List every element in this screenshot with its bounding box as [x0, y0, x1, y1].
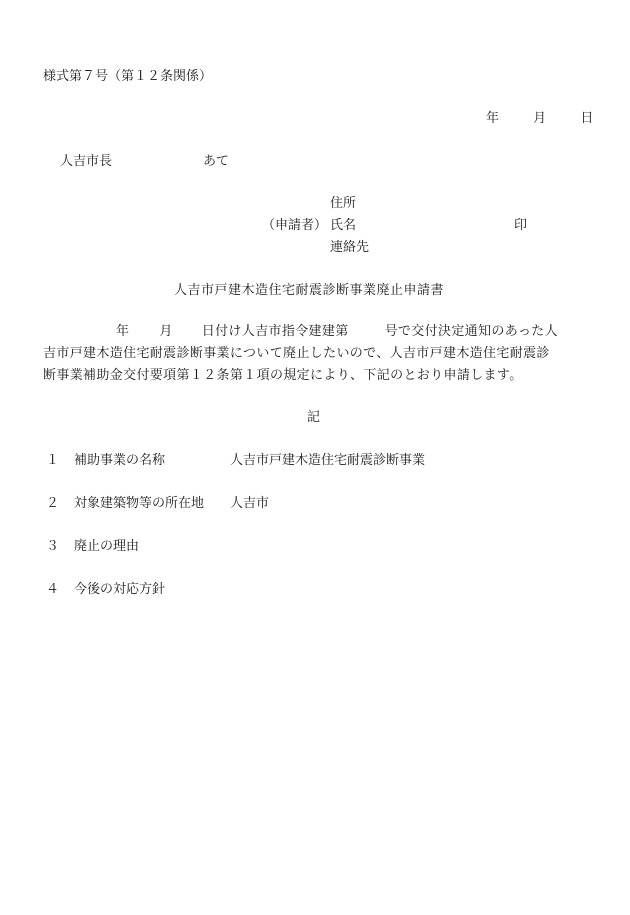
- item-2-label: 対象建築物等の所在地: [74, 496, 205, 511]
- addressee-name: 人吉市長: [60, 154, 113, 169]
- item-4-label: 今後の対応方針: [74, 582, 166, 597]
- date-month-label: 月: [533, 111, 547, 126]
- item-3-label: 廃止の理由: [74, 539, 140, 554]
- addressee-suffix: あて: [203, 154, 230, 169]
- body-month: 月: [159, 324, 173, 339]
- form-number: 様式第７号（第１２条関係）: [43, 69, 213, 84]
- seal-mark: 印: [514, 218, 528, 233]
- item-4-number: ４: [46, 582, 60, 597]
- item-3-number: ３: [46, 539, 60, 554]
- applicant-label: （申請者）: [262, 218, 328, 233]
- item-1-value: 人吉市戸建木造住宅耐震診断事業: [230, 453, 426, 468]
- body-day-part: 日付け人吉市指令建建第: [201, 324, 349, 339]
- date-year-label: 年: [486, 111, 500, 126]
- document-title: 人吉市戸建木造住宅耐震診断事業廃止申請書: [174, 283, 445, 298]
- applicant-address-label: 住所: [330, 196, 357, 211]
- body-line-2: 吉市戸建木造住宅耐震診断事業について廃止したいので、人吉市戸建木造住宅耐震診: [43, 346, 550, 361]
- applicant-contact-label: 連絡先: [330, 240, 370, 255]
- item-2-number: ２: [46, 496, 60, 511]
- date-day-label: 日: [580, 111, 594, 126]
- body-year: 年: [116, 324, 130, 339]
- body-line-3: 断事業補助金交付要項第１２条第１項の規定により、下記のとおり申請します。: [43, 368, 523, 383]
- item-1-number: １: [46, 453, 60, 468]
- item-2-value: 人吉市: [230, 496, 270, 511]
- date-line: [486, 112, 593, 125]
- body-line-1: [43, 325, 558, 338]
- item-1-label: 補助事業の名称: [74, 453, 166, 468]
- body-number-part: 号で交付決定通知のあった人: [384, 324, 558, 339]
- ki-heading: 記: [307, 410, 321, 425]
- applicant-name-label: 氏名: [330, 218, 357, 233]
